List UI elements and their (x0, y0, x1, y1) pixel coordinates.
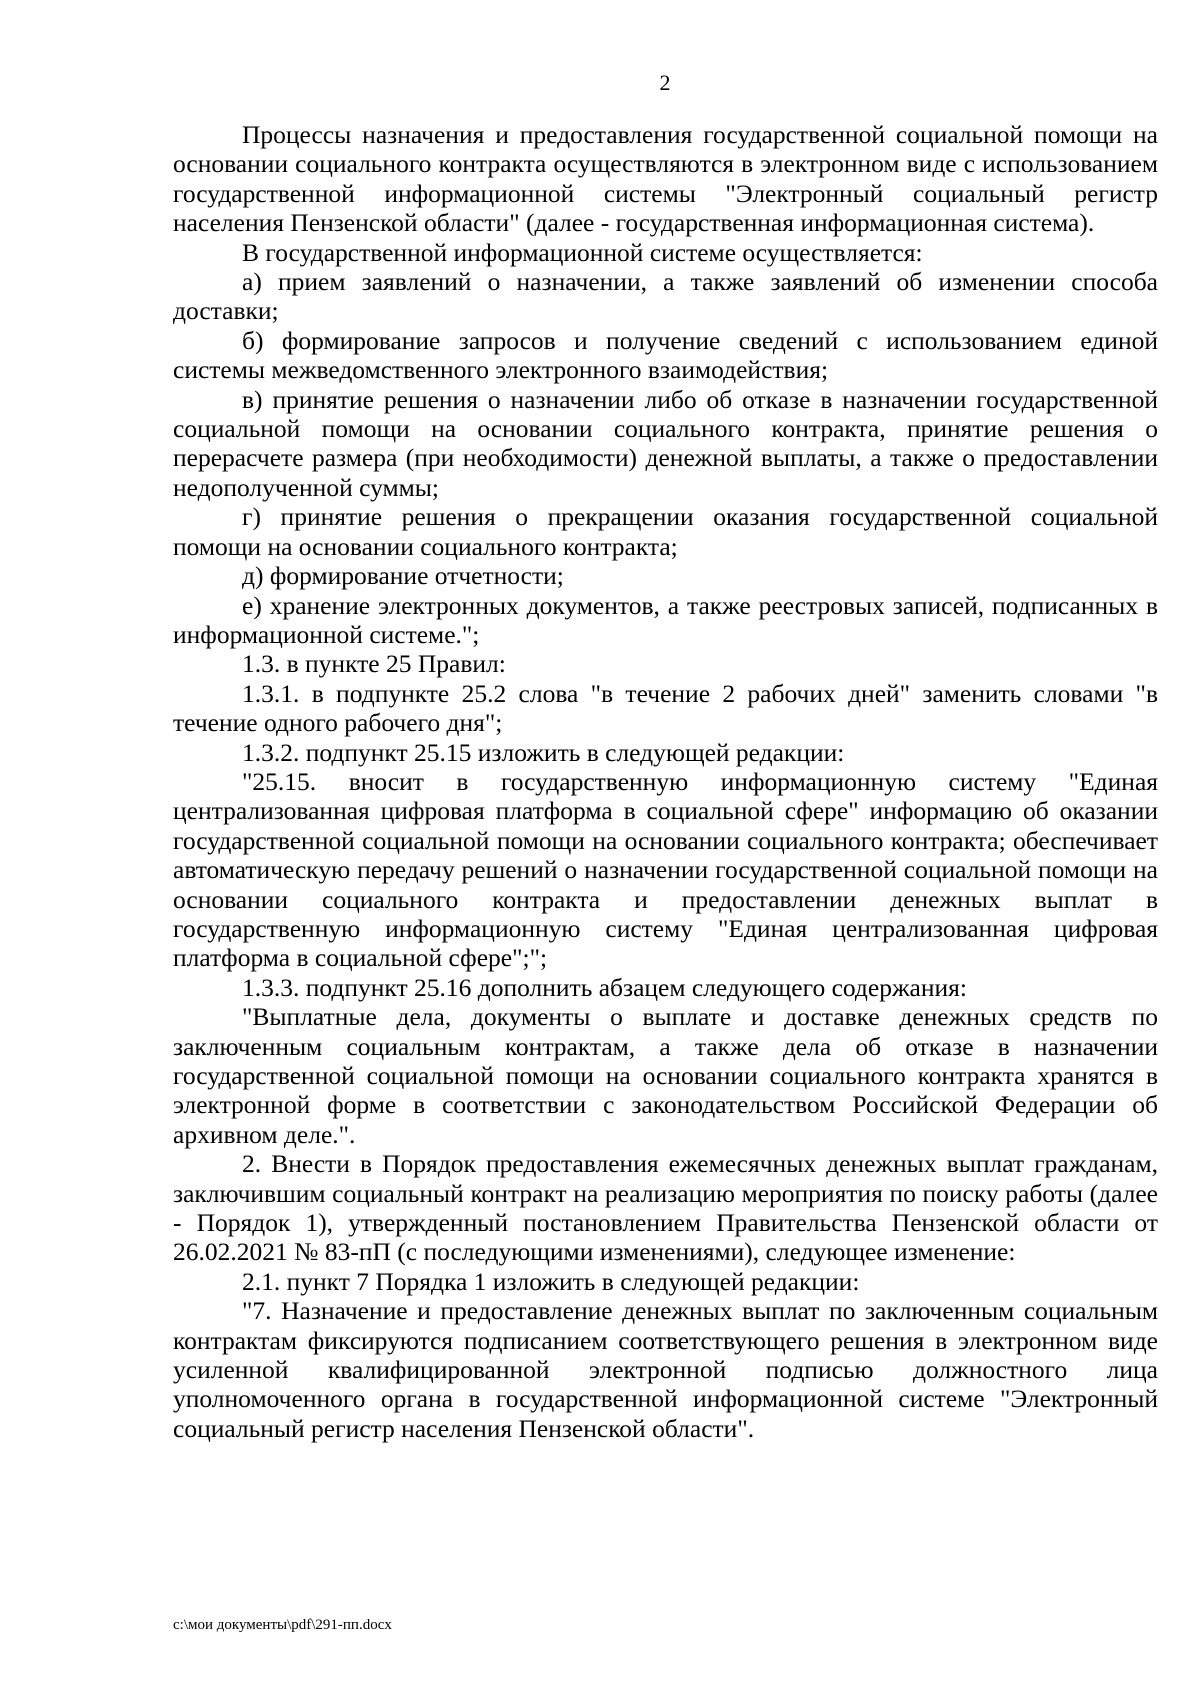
list-item: в) принятие решения о назначении либо об отказе в назначении государственной социальной помощи на основании социального контракта, принятие решения о перерасчете размера (при необходимости) денежной выплаты, а также о предоставлении недополученной суммы; (173, 384, 1158, 502)
paragraph: 1.3.3. подпункт 25.16 дополнить абзацем следующего содержания: (242, 972, 967, 1002)
list-item: е) хранение электронных документов, а также реестровых записей, подписанных в информационной системе."; (173, 590, 1158, 649)
list-item: а) прием заявлений о назначении, а также заявлений об изменении способа доставки; (173, 267, 1158, 326)
list-item: д) формирование отчетности; (242, 561, 564, 591)
page-number: 2 (659, 70, 671, 95)
paragraph: "Выплатные дела, документы о выплате и доставке денежных средств по заключенным социальным контрактам, а также дела об отказе в назначении государственной социальной помощи на основании социального контракта хранятся в электронной форме в соответствии с законодательством Российской Федерации об архивном деле.". (173, 1002, 1158, 1149)
list-item: б) формирование запросов и получение сведений с использованием единой системы межведомственного электронного взаимодействия; (173, 325, 1158, 385)
footer-file-path: c:\мои документы\pdf\291-пп.docx (173, 1617, 392, 1633)
paragraph: 1.3.1. в подпункте 25.2 слова "в течение 2 рабочих дней" заменить словами "в течение одного рабочего дня"; (173, 678, 1158, 738)
paragraph: 1.3. в пункте 25 Правил: (242, 649, 506, 679)
paragraph: Процессы назначения и предоставления государственной социальной помощи на основании социального контракта осуществляются в электронном виде с использованием государственной информационной системы "Электронный социальный регистр населения Пензенской области" (далее - государственная информационная система). (173, 120, 1158, 238)
paragraph: 1.3.2. подпункт 25.15 изложить в следующей редакции: (242, 737, 845, 767)
list-item: г) принятие решения о прекращении оказания государственной социальной помощи на основании социального контракта; (173, 502, 1158, 561)
paragraph: В государственной информационной системе осуществляется: (242, 237, 923, 267)
paragraph: "7. Назначение и предоставление денежных выплат по заключенным социальным контрактам фиксируются подписанием соответствующего решения в электронном виде усиленной квалифицированной электронной подписью должностного лица уполномоченного органа в государственной информационной системе "Электронный социальный регистр населения Пензенской области". (173, 1296, 1158, 1443)
document-body (173, 120, 1158, 1443)
paragraph: 2. Внести в Порядок предоставления ежемесячных денежных выплат гражданам, заключившим социальный контракт на реализацию мероприятия по поиску работы (далее - Порядок 1), утвержденный постановлением Правительства Пензенской области от 26.02.2021 № 83-пП (с последующими изменениями), следующее изменение: (173, 1149, 1158, 1267)
paragraph: 2.1. пункт 7 Порядка 1 изложить в следующей редакции: (242, 1266, 860, 1296)
paragraph: "25.15. вносит в государственную информационную систему "Единая централизованная цифровая платформа в социальной сфере" информацию об оказании государственной социальной помощи на основании социального контракта; обеспечивает автоматическую передачу решений о назначении государственной социальной помощи на основании социального контракта и предоставлении денежных выплат в государственную информационную систему "Единая централизованная цифровая платформа в социальной сфере";"; (173, 766, 1158, 973)
